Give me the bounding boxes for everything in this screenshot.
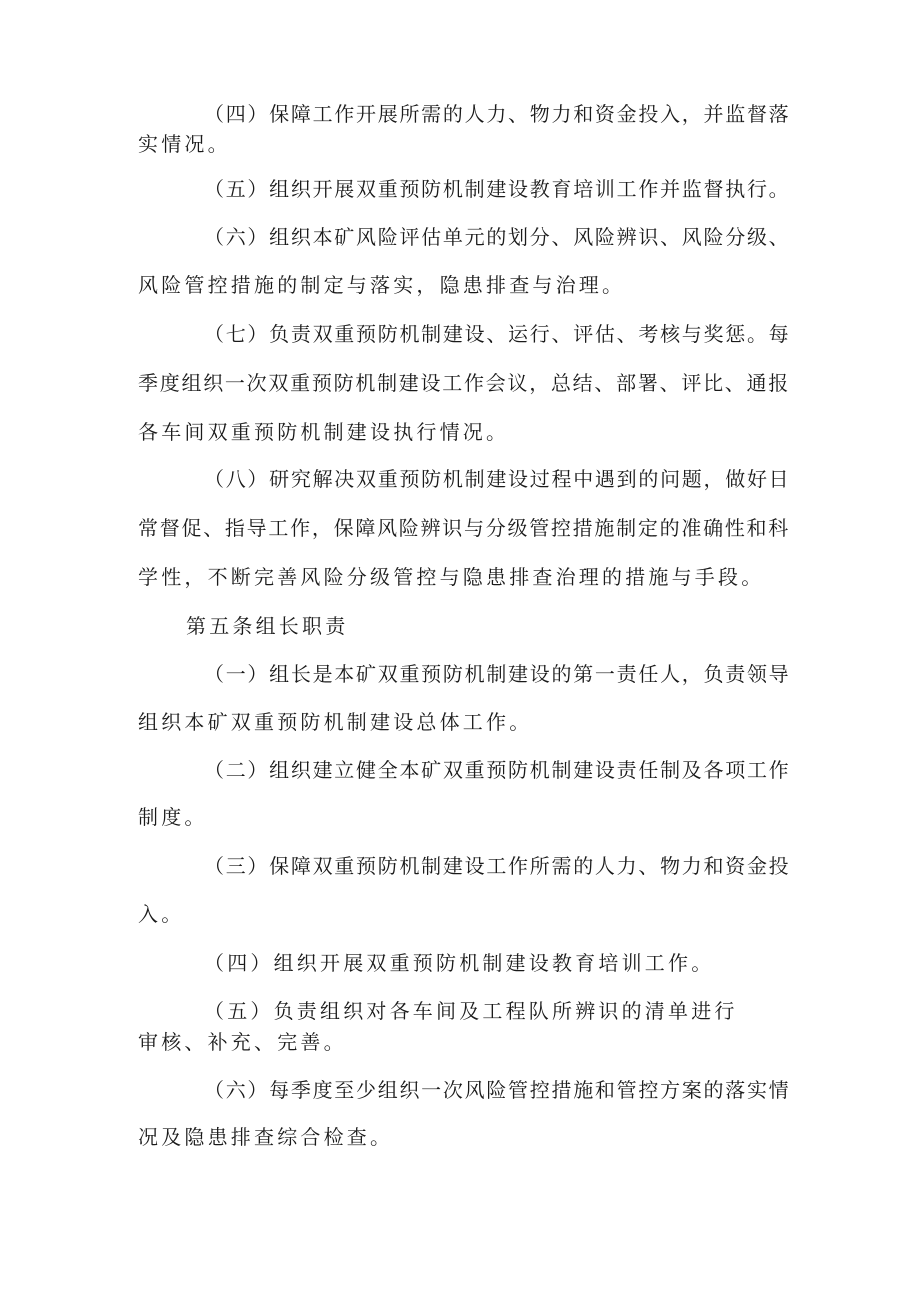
paragraph-line: （六）组织本矿风险评估单元的划分、风险辨识、风险分级、 <box>204 225 791 249</box>
paragraph-line: 学性，不断完善风险分级管控与隐患排查治理的措施与手段。 <box>138 565 765 589</box>
paragraph-line: 入。 <box>138 902 185 926</box>
paragraph-line: 实情况。 <box>138 132 231 156</box>
paragraph-line: （一）组长是本矿双重预防机制建设的第一责任人，负责领导 <box>204 662 791 686</box>
paragraph-line: （六）每季度至少组织一次风险管控措施和管控方案的落实情 <box>204 1078 791 1102</box>
paragraph-line: （七）负责双重预防机制建设、运行、评估、考核与奖惩。每 <box>204 322 791 346</box>
article-heading: 第五条组长职责 <box>186 614 349 638</box>
paragraph-line: （五）组织开展双重预防机制建设教育培训工作并监督执行。 <box>204 177 791 201</box>
paragraph-line: （二）组织建立健全本矿双重预防机制建设责任制及各项工作 <box>204 758 791 782</box>
paragraph-line: 审核、补充、完善。 <box>138 1030 347 1054</box>
paragraph-line: 组织本矿双重预防机制建设总体工作。 <box>138 710 533 734</box>
paragraph-line: 常督促、指导工作，保障风险辨识与分级管控措施制定的准确性和科 <box>138 516 790 540</box>
paragraph-line: 各车间双重预防机制建设执行情况。 <box>138 420 510 444</box>
paragraph-line: 季度组织一次双重预防机制建设工作会议，总结、部署、评比、通报 <box>138 371 790 395</box>
paragraph-line: （五）负责组织对各车间及工程队所辨识的清单进行 <box>204 999 738 1023</box>
paragraph-line: （四）组织开展双重预防机制建设教育培训工作。 <box>204 951 715 975</box>
paragraph-line: 况及隐患排查综合检查。 <box>138 1125 394 1149</box>
paragraph-line: （三）保障双重预防机制建设工作所需的人力、物力和资金投 <box>204 854 791 878</box>
paragraph-line: 制度。 <box>138 805 208 829</box>
paragraph-line: （八）研究解决双重预防机制建设过程中遇到的问题，做好日 <box>204 467 791 491</box>
paragraph-line: 风险管控措施的制定与落实，隐患排查与治理。 <box>138 273 626 297</box>
paragraph-line: （四）保障工作开展所需的人力、物力和资金投入，并监督落 <box>204 102 791 126</box>
